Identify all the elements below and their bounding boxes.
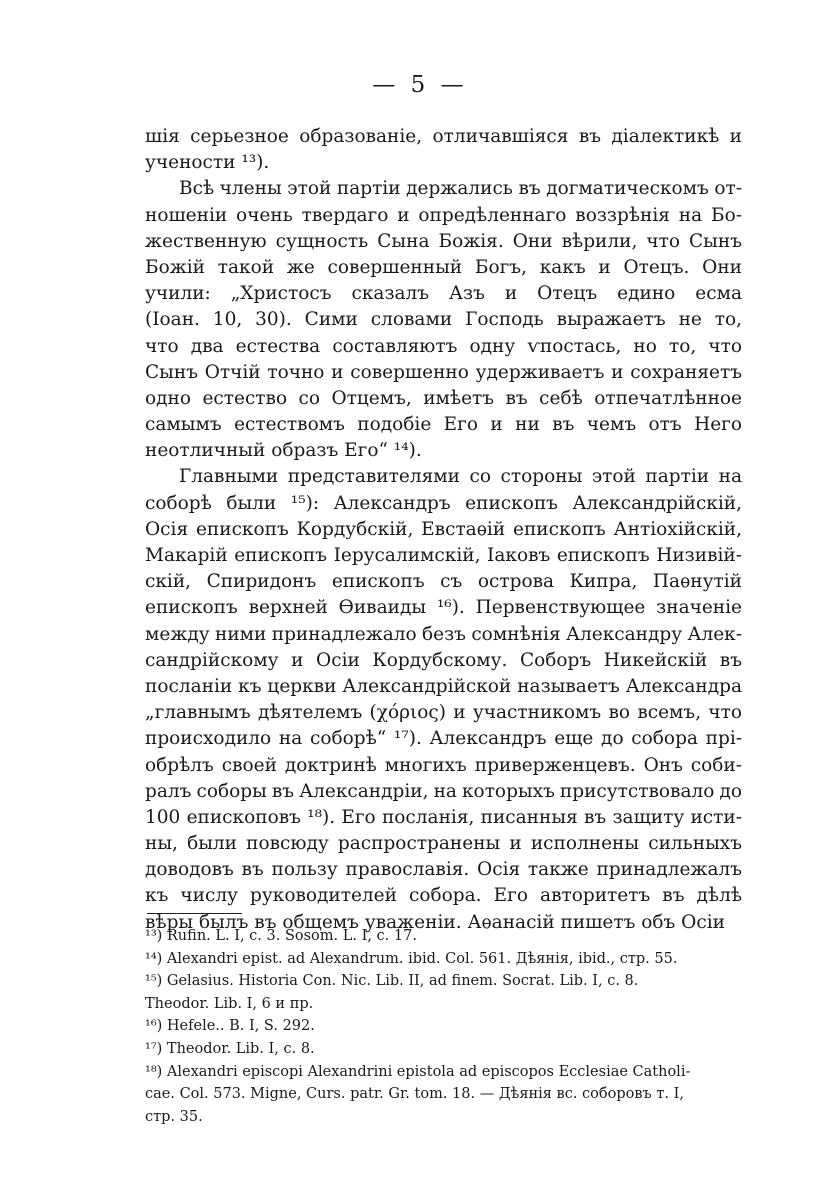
text-line: Макарій епископъ Іерусалимскій, Іаковъ епископъ Низивій-: [145, 545, 742, 566]
text-line: Осія епископъ Кордубскій, Евстаѳій епископъ Антіохійскій,: [145, 518, 742, 540]
text-line: неотличный образъ Его“ ¹⁴).: [145, 440, 422, 462]
footnote: ¹⁷) Theodor. Lib. I, c. 8.: [145, 1040, 315, 1057]
text-line: вѣры былъ въ общемъ уваженіи. Аѳанасій пишетъ объ Осіи: [145, 911, 725, 933]
footnote-divider: [147, 913, 242, 914]
text-line: къ числу руководителей собора. Его авторитетъ въ дѣлѣ: [145, 885, 742, 907]
paragraph-start-line: Всѣ члены этой партіи держались въ догматическомъ от-: [179, 178, 742, 200]
footnotes: [145, 925, 745, 1128]
text-line: происходило на соборѣ“ ¹⁷). Александръ еще до собора прі-: [145, 728, 742, 750]
footnote: ¹⁵) Gelasius. Historia Con. Nic. Lib. II, ad finem. Socrat. Lib. I, c. 8.: [145, 973, 639, 990]
footnote: ¹⁸) Alexandri episcopi Alexandrini epistola ad episcopos Ecclesiae Catholi-: [145, 1063, 691, 1080]
text-line: одно естество со Отцемъ, имѣетъ въ себѣ отпечатлѣнное: [145, 387, 742, 409]
text-line: ношеніи очень твердаго и опредѣленнаго воззрѣнія на Бо-: [145, 204, 742, 226]
text-line: самымъ естествомъ подобіе Его и ни въ чемъ отъ Него: [145, 414, 742, 436]
text-line: ралъ соборы въ Александріи, на которыхъ присутствовало до: [145, 780, 742, 802]
text-line: епископъ верхней Ѳиваиды ¹⁶). Первенствующее значеніе: [145, 597, 742, 619]
footnote: ¹⁶) Hefele.. B. I, S. 292.: [145, 1018, 315, 1035]
page-number: — 5 —: [372, 72, 468, 98]
main-text: [145, 124, 742, 936]
footnote: ¹⁴) Alexandri epist. ad Alexandrum. ibid. Col. 561. Дѣянія, ibid., стр. 55.: [145, 950, 678, 967]
text-line: 100 епископовъ ¹⁸). Его посланія, писанныя въ защиту исти-: [145, 806, 742, 828]
footnote-continuation: стр. 35.: [145, 1108, 203, 1125]
footnote: ¹³) Rufin. L. I, c. 3. Sosom. L. I, c. 17.: [145, 928, 417, 944]
footnote-continuation: cae. Col. 573. Migne, Curs. patr. Gr. tom. 18. — Дѣянія вс. соборовъ т. I,: [145, 1086, 684, 1103]
text-line: „главнымъ дѣятелемъ (χόριος) и участникомъ во всемъ, что: [145, 702, 742, 724]
text-line: шія серьезное образованіе, отличавшіяся въ діалектикѣ и: [145, 126, 742, 147]
text-line: соборѣ были ¹⁵): Александръ епископъ Александрійскій,: [145, 492, 742, 514]
text-line: между ними принадлежало безъ сомнѣнія Александру Алек-: [145, 623, 742, 645]
text-line: учили: „Христосъ сказалъ Азъ и Отецъ едино есма: [145, 283, 742, 305]
text-line: посланіи къ церкви Александрійской называетъ Александра: [145, 675, 742, 697]
text-line: что два естества составляютъ одну ѵпостась, но то, что: [145, 335, 742, 357]
text-line: (Іоан. 10, 30). Сими словами Господь выражаетъ не то,: [145, 309, 742, 331]
text-line: ны, были повсюду распространены и исполнены сильныхъ: [145, 833, 742, 855]
text-line: Божій такой же совершенный Богъ, какъ и Отецъ. Они: [145, 256, 742, 278]
text-line: обрѣлъ своей доктринѣ многихъ приверженцевъ. Онъ соби-: [145, 754, 742, 776]
text-line: учености ¹³).: [145, 152, 270, 174]
text-line: доводовъ въ пользу православія. Осія также принадлежалъ: [145, 859, 742, 881]
text-line: Сынъ Отчій точно и совершенно удерживаетъ и сохраняетъ: [145, 361, 742, 383]
text-line: скій, Спиридонъ епископъ съ острова Кипра, Паѳнутій: [145, 571, 742, 593]
text-line: жественную сущность Сына Божія. Они вѣрили, что Сынъ: [145, 230, 742, 252]
paragraph-start-line: Главными представителями со стороны этой партіи на: [179, 466, 742, 488]
footnote-continuation: Theodor. Lib. I, 6 и пр.: [145, 995, 314, 1012]
text-line: сандрійскому и Осіи Кордубскому. Соборъ Никейскій въ: [145, 649, 742, 671]
